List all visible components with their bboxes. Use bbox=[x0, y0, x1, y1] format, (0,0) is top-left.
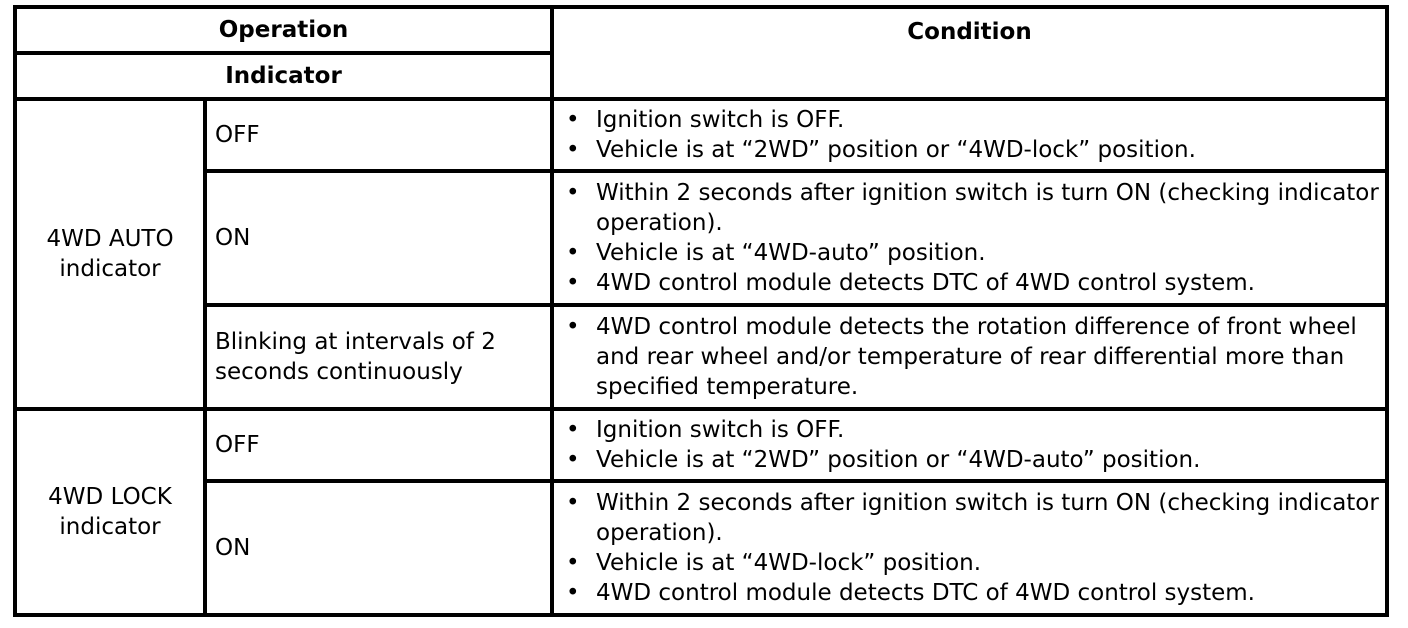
condition-cell bbox=[552, 171, 1387, 305]
table-row bbox=[15, 171, 1387, 305]
table-row bbox=[15, 305, 1387, 409]
list-item bbox=[560, 578, 1381, 608]
list-item bbox=[560, 238, 1381, 268]
condition-text: 4WD control module detects DTC of 4WD control system. bbox=[596, 580, 1255, 606]
condition-text: 4WD control module detects the rotation difference of front wheel and rear wheel and/or temperature of rear differential more than specified temperature. bbox=[596, 314, 1357, 400]
bullet-icon: • bbox=[566, 270, 580, 296]
condition-text: Vehicle is at “4WD-auto” position. bbox=[596, 240, 986, 266]
bullet-icon: • bbox=[566, 580, 580, 606]
list-item bbox=[560, 135, 1381, 165]
condition-text: Vehicle is at “2WD” position or “4WD-lock” position. bbox=[596, 137, 1196, 163]
bullet-icon: • bbox=[566, 107, 580, 133]
operation-header: Operation bbox=[15, 7, 552, 53]
condition-cell bbox=[552, 409, 1387, 481]
list-item bbox=[560, 178, 1381, 238]
condition-list bbox=[560, 415, 1381, 475]
condition-text: Within 2 seconds after ignition switch is turn ON (checking indicator operation). bbox=[596, 180, 1379, 236]
indicator-state: OFF bbox=[205, 409, 552, 481]
list-item bbox=[560, 445, 1381, 475]
condition-cell bbox=[552, 99, 1387, 171]
indicator-header: Indicator bbox=[15, 53, 552, 99]
condition-list bbox=[560, 178, 1381, 298]
condition-text: Ignition switch is OFF. bbox=[596, 107, 845, 133]
bullet-icon: • bbox=[566, 137, 580, 163]
condition-text: Vehicle is at “4WD-lock” position. bbox=[596, 550, 982, 576]
bullet-icon: • bbox=[566, 550, 580, 576]
table-row bbox=[15, 481, 1387, 615]
bullet-icon: • bbox=[566, 314, 580, 340]
indicator-state: Blinking at intervals of 2 seconds continuously bbox=[205, 305, 552, 409]
condition-text: 4WD control module detects DTC of 4WD control system. bbox=[596, 270, 1255, 296]
condition-text: Ignition switch is OFF. bbox=[596, 417, 845, 443]
condition-header: Condition bbox=[552, 7, 1387, 99]
indicator-group-label: 4WD LOCK indicator bbox=[15, 409, 205, 615]
condition-cell bbox=[552, 481, 1387, 615]
condition-text: Within 2 seconds after ignition switch is turn ON (checking indicator operation). bbox=[596, 490, 1379, 546]
bullet-icon: • bbox=[566, 490, 580, 516]
table-row bbox=[15, 409, 1387, 481]
table-body bbox=[15, 99, 1387, 615]
condition-cell bbox=[552, 305, 1387, 409]
indicator-group-label: 4WD AUTO indicator bbox=[15, 99, 205, 409]
condition-list bbox=[560, 312, 1381, 402]
bullet-icon: • bbox=[566, 240, 580, 266]
indicator-state: ON bbox=[205, 481, 552, 615]
indicator-state: OFF bbox=[205, 99, 552, 171]
indicator-condition-table bbox=[13, 5, 1389, 617]
table-row bbox=[15, 99, 1387, 171]
bullet-icon: • bbox=[566, 180, 580, 206]
list-item bbox=[560, 548, 1381, 578]
bullet-icon: • bbox=[566, 417, 580, 443]
list-item bbox=[560, 488, 1381, 548]
condition-list bbox=[560, 105, 1381, 165]
list-item bbox=[560, 415, 1381, 445]
condition-text: Vehicle is at “2WD” position or “4WD-auto” position. bbox=[596, 447, 1201, 473]
bullet-icon: • bbox=[566, 447, 580, 473]
list-item bbox=[560, 105, 1381, 135]
list-item bbox=[560, 312, 1381, 402]
condition-list bbox=[560, 488, 1381, 608]
list-item bbox=[560, 268, 1381, 298]
indicator-state: ON bbox=[205, 171, 552, 305]
